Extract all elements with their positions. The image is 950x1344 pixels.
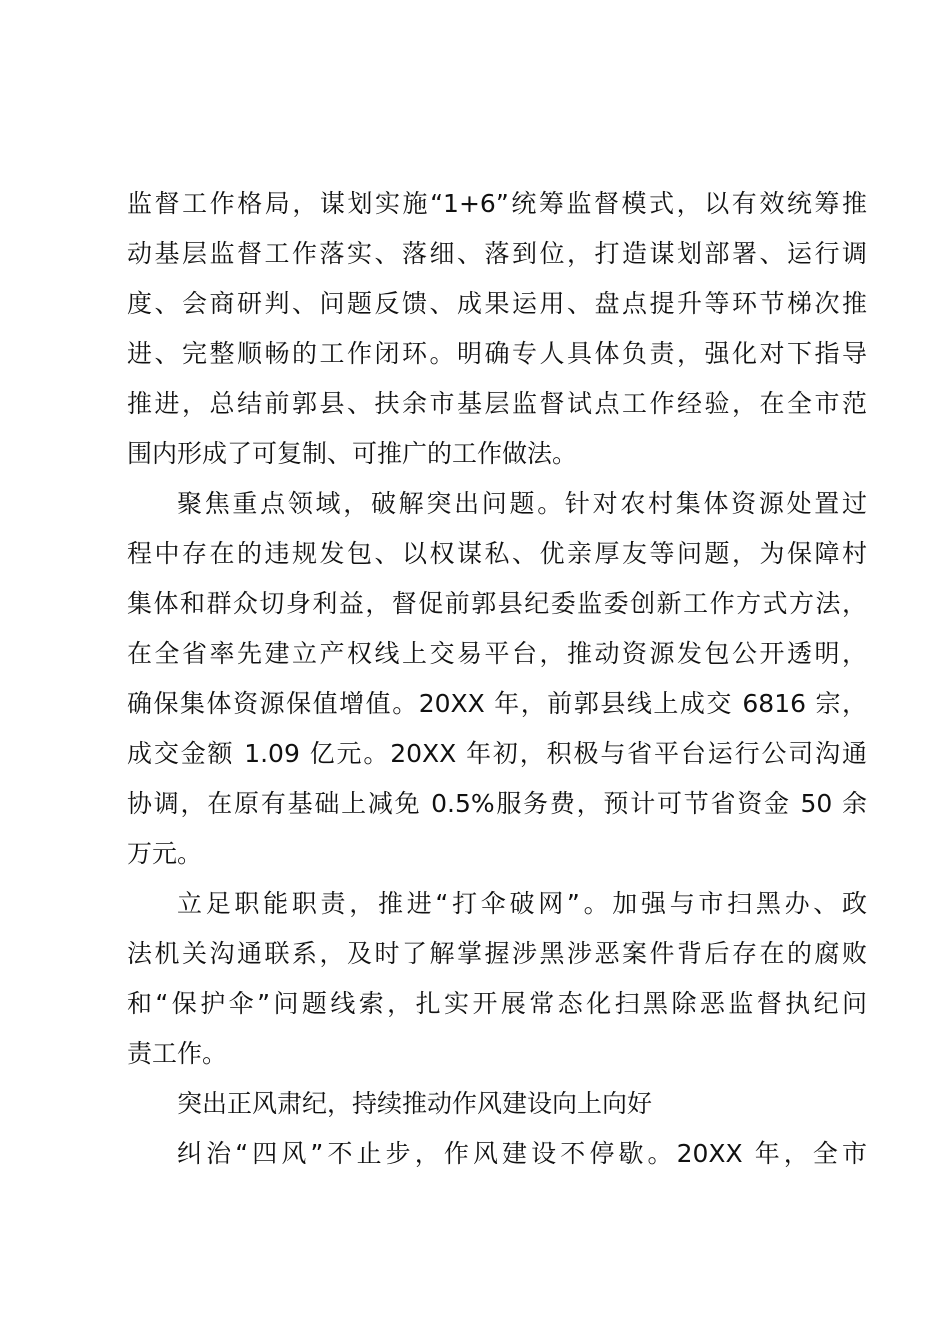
paragraph-first-line: 立足职能职责，推进“打伞破网”。加强与市扫黑办、政 [177, 889, 867, 918]
text-line: 万元。 [127, 839, 203, 868]
text-line: 集体和群众切身利益，督促前郭县纪委监委创新工作方式方法， [127, 589, 867, 618]
text-line: 围内形成了可复制、可推广的工作做法。 [127, 439, 578, 468]
text-line: 协调，在原有基础上减免 0.5%服务费，预计可节省资金 50 余 [127, 789, 867, 818]
paragraph-first-line: 聚焦重点领域，破解突出问题。针对农村集体资源处置过 [177, 489, 867, 518]
paragraph-first-line: 纠治“四风”不止步，作风建设不停歇。20XX 年，全市 [177, 1139, 867, 1168]
text-line: 推进，总结前郭县、扶余市基层监督试点工作经验，在全市范 [127, 389, 867, 418]
text-line: 监督工作格局，谋划实施“1+6”统筹监督模式，以有效统筹推 [127, 189, 867, 218]
text-line: 确保集体资源保值增值。20XX 年，前郭县线上成交 6816 宗， [127, 689, 867, 718]
text-line: 法机关沟通联系，及时了解掌握涉黑涉恶案件背后存在的腐败 [127, 939, 867, 968]
text-line: 在全省率先建立产权线上交易平台，推动资源发包公开透明， [127, 639, 867, 668]
text-line: 进、完整顺畅的工作闭环。明确专人具体负责，强化对下指导 [127, 339, 867, 368]
text-line: 度、会商研判、问题反馈、成果运用、盘点提升等环节梯次推 [127, 289, 867, 318]
text-line: 成交金额 1.09 亿元。20XX 年初，积极与省平台运行公司沟通 [127, 739, 867, 768]
section-heading: 突出正风肃纪，持续推动作风建设向上向好 [177, 1089, 653, 1118]
text-line: 责工作。 [127, 1039, 228, 1068]
text-line: 程中存在的违规发包、以权谋私、优亲厚友等问题，为保障村 [127, 539, 867, 568]
text-line: 动基层监督工作落实、落细、落到位，打造谋划部署、运行调 [127, 239, 867, 268]
text-line: 和“保护伞”问题线索，扎实开展常态化扫黑除恶监督执纪问 [127, 989, 867, 1018]
